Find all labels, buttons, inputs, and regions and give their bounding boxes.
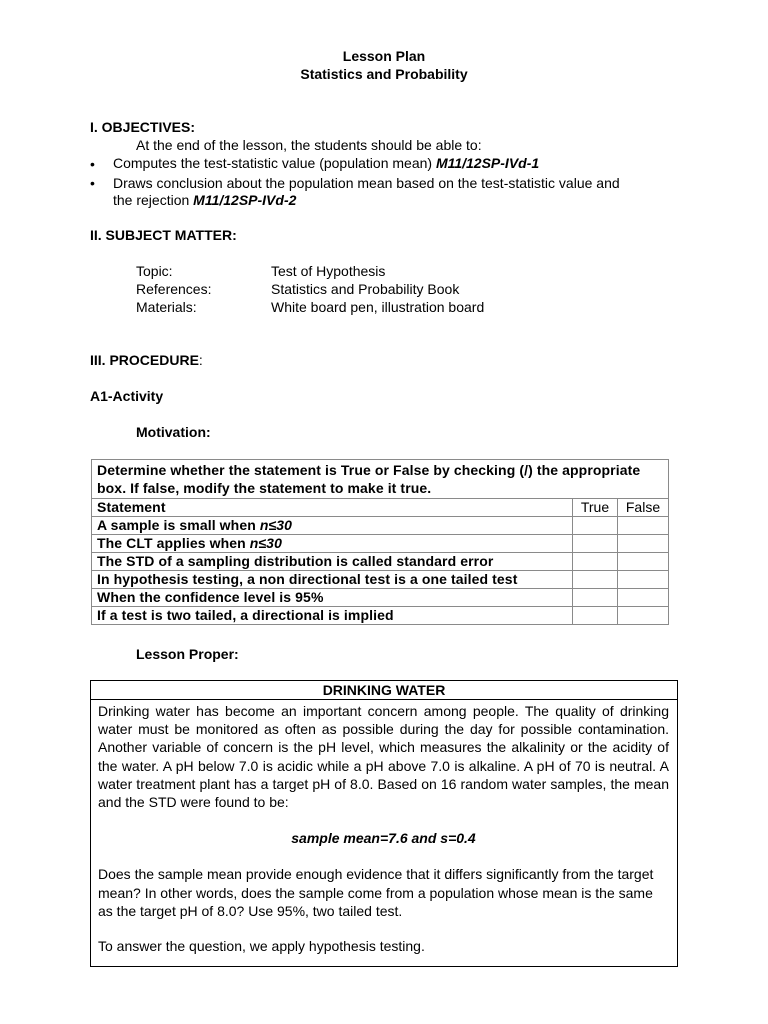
statement-cell: [92, 535, 573, 553]
page-subtitle: Statistics and Probability: [300, 66, 468, 82]
false-checkbox-cell[interactable]: [618, 553, 669, 571]
false-checkbox-cell[interactable]: [618, 589, 669, 607]
column-header-true: True: [573, 499, 618, 517]
true-checkbox-cell[interactable]: [573, 535, 618, 553]
answer-paragraph: To answer the question, we apply hypothesis testing.: [98, 938, 425, 955]
objectives-heading: I. OBJECTIVES:: [90, 119, 196, 135]
statement-math: n≤30: [259, 517, 293, 533]
procedure-colon: :: [198, 352, 203, 368]
objectives-intro: At the end of the lesson, the students should be able to:: [136, 137, 482, 153]
false-checkbox-cell[interactable]: [618, 571, 669, 589]
motivation-table: [91, 459, 669, 625]
statement-math: n≤30: [249, 535, 282, 551]
objective-text: the rejection: [113, 192, 190, 208]
page-title: Lesson Plan: [342, 48, 426, 64]
statement-cell: In hypothesis testing, a non directional test is a one tailed test: [92, 571, 573, 589]
true-checkbox-cell[interactable]: [573, 607, 618, 625]
competency-code: M11/12SP-IVd-1: [435, 155, 540, 171]
lesson-proper-heading: Lesson Proper:: [136, 646, 239, 662]
drinking-water-box: [90, 680, 678, 967]
question-paragraph: Does the sample mean provide enough evidence that it differs significantly from the target mean? In other words, does the sample come from a population whose mean is the same as the target pH of 8.0? Use 95%, two tailed test.: [98, 866, 654, 919]
topic-label: Topic:: [136, 263, 173, 279]
drinking-water-body: [91, 700, 677, 955]
true-checkbox-cell[interactable]: [573, 589, 618, 607]
motivation-heading: Motivation:: [136, 424, 211, 440]
competency-code: M11/12SP-IVd-2: [193, 192, 297, 208]
table-instruction-row: [92, 460, 669, 499]
bullet-icon: •: [90, 175, 95, 191]
true-checkbox-cell[interactable]: [573, 517, 618, 535]
false-checkbox-cell[interactable]: [618, 517, 669, 535]
procedure-heading: [90, 352, 203, 369]
statement-cell: If a test is two tailed, a directional is implied: [92, 607, 573, 625]
statement-text: The CLT applies when: [97, 535, 250, 551]
objective-item-1: [113, 155, 539, 172]
references-value: Statistics and Probability Book: [271, 281, 460, 297]
procedure-heading-text: III. PROCEDURE: [90, 352, 199, 368]
objective-item-2-line1: Draws conclusion about the population mean based on the test-statistic value and: [113, 175, 620, 191]
false-checkbox-cell[interactable]: [618, 535, 669, 553]
column-header-statement: Statement: [92, 499, 573, 517]
materials-value: White board pen, illustration board: [271, 299, 485, 315]
objective-item-2-line2: [113, 192, 296, 209]
problem-paragraph: Drinking water has become an important concern among people. The quality of drinking water must be monitored as often as possible during the day for possible contamination. Another variable of concern is the pH level, which measures the alkalinity or the acidity of the water. A pH below 7.0 is acidic while a pH above 7.0 is alkaline. A pH of 70 is neutral. A water treatment plant has a target pH of 8.0. Based on 16 random water samples, the mean and the STD were found to be:: [98, 703, 669, 811]
references-label: References:: [136, 281, 212, 297]
true-checkbox-cell[interactable]: [573, 571, 618, 589]
table-row: [92, 571, 669, 589]
false-checkbox-cell[interactable]: [618, 607, 669, 625]
materials-label: Materials:: [136, 299, 197, 315]
objective-text: Computes the test-statistic value (population mean): [113, 155, 433, 171]
column-header-false: False: [618, 499, 669, 517]
true-checkbox-cell[interactable]: [573, 553, 618, 571]
activity-heading: A1-Activity: [90, 388, 164, 404]
statement-cell: The STD of a sampling distribution is called standard error: [92, 553, 573, 571]
table-row: [92, 589, 669, 607]
table-instruction: Determine whether the statement is True or False by checking (/) the appropriate box. If false, modify the statement to make it true.: [92, 460, 669, 499]
subject-matter-heading: II. SUBJECT MATTER:: [90, 227, 237, 243]
bullet-icon: •: [90, 156, 95, 172]
table-row: [92, 535, 669, 553]
statement-cell: When the confidence level is 95%: [92, 589, 573, 607]
table-row: [92, 553, 669, 571]
topic-value: Test of Hypothesis: [271, 263, 386, 279]
statement-cell: [92, 517, 573, 535]
table-header-row: [92, 499, 669, 517]
table-row: [92, 517, 669, 535]
drinking-water-title: DRINKING WATER: [91, 681, 677, 700]
statement-text: A sample is small when: [97, 517, 260, 533]
sample-statistics: sample mean=7.6 and s=0.4: [291, 830, 476, 847]
table-row: [92, 607, 669, 625]
